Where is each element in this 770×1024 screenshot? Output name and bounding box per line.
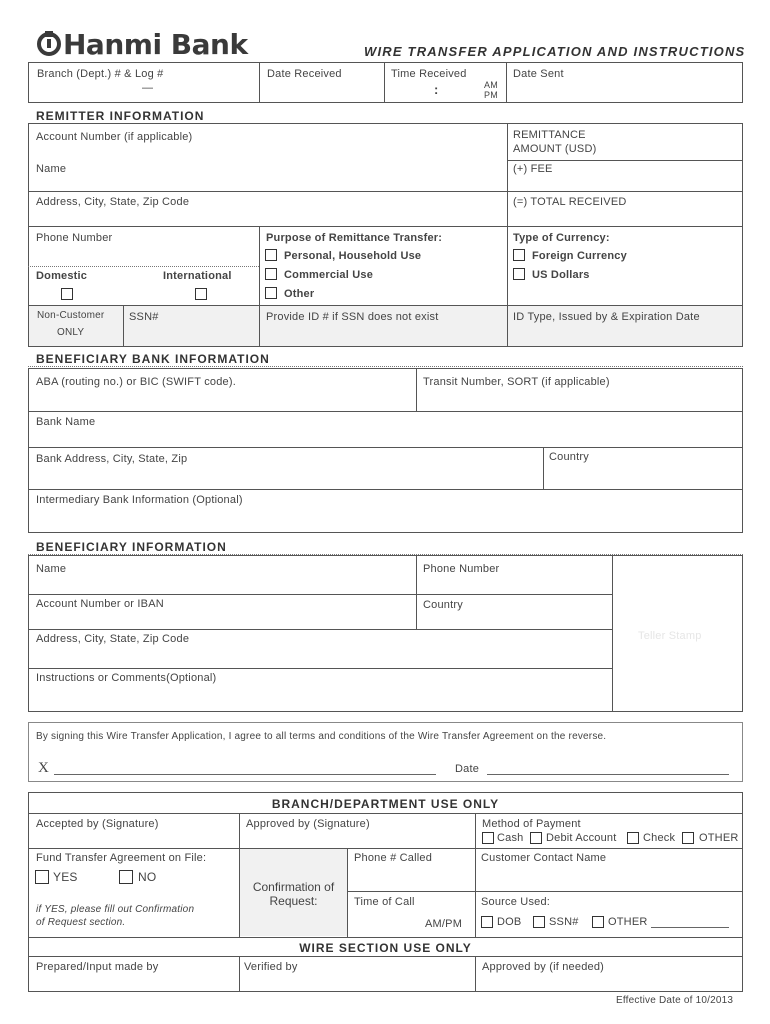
source-dob-checkbox[interactable] (481, 916, 493, 928)
form-title: WIRE TRANSFER APPLICATION AND INSTRUCTIONS (364, 44, 746, 59)
method-other-checkbox[interactable] (682, 832, 694, 844)
source-other-label: OTHER (608, 916, 648, 928)
am-label: AM (484, 80, 498, 90)
branch-use-title: BRANCH/DEPARTMENT USE ONLY (271, 797, 500, 811)
source-used-label: Source Used: (481, 896, 551, 908)
instructions-label: Instructions or Comments(Optional) (36, 672, 217, 684)
accepted-by-label: Accepted by (Signature) (36, 818, 159, 830)
date-sent-label: Date Sent (513, 68, 564, 80)
wire-section-title: WIRE SECTION USE ONLY (299, 941, 472, 955)
method-check-checkbox[interactable] (627, 832, 639, 844)
fee-label: (+) FEE (513, 163, 553, 175)
method-cash-label: Cash (497, 832, 524, 844)
currency-foreign-label: Foreign Currency (532, 250, 627, 262)
purpose-personal-checkbox[interactable] (265, 249, 277, 261)
beneficiary-address-label: Address, City, State, Zip Code (36, 633, 190, 645)
agreement-date-label: Date (455, 763, 480, 775)
beneficiary-bank-box (28, 368, 743, 533)
beneficiary-phone-label: Phone Number (423, 563, 500, 575)
method-check-label: Check (643, 832, 676, 844)
account-number-label: Account Number (if applicable) (36, 131, 193, 143)
approved-by-signature-label: Approved by (Signature) (246, 818, 370, 830)
currency-title: Type of Currency: (513, 232, 610, 244)
confirmation-label-1: Confirmation of (252, 880, 335, 894)
customer-contact-label: Customer Contact Name (481, 852, 607, 864)
currency-foreign-checkbox[interactable] (513, 249, 525, 261)
provide-id-label: Provide ID # if SSN does not exist (266, 311, 439, 323)
method-cash-checkbox[interactable] (482, 832, 494, 844)
fund-transfer-no-checkbox[interactable] (119, 870, 133, 884)
fund-transfer-no-label: NO (138, 870, 157, 884)
currency-usd-checkbox[interactable] (513, 268, 525, 280)
ampm-label: AM/PM (425, 918, 463, 930)
bank-emblem-icon (36, 29, 62, 57)
non-customer-label: Non-Customer (37, 310, 105, 321)
beneficiary-bank-section-title: BENEFICIARY BANK INFORMATION (36, 352, 270, 366)
source-ssn-label: SSN# (549, 916, 579, 928)
ssn-label: SSN# (129, 311, 159, 323)
total-received-label: (=) TOTAL RECEIVED (513, 196, 627, 208)
method-of-payment-label: Method of Payment (482, 818, 581, 830)
purpose-personal-label: Personal, Household Use (284, 250, 422, 262)
hanmi-bank-logo (36, 28, 248, 61)
teller-stamp-watermark: Teller Stamp (638, 630, 702, 642)
remitter-address-label: Address, City, State, Zip Code (36, 196, 190, 208)
only-label: ONLY (57, 327, 85, 338)
beneficiary-section-title: BENEFICIARY INFORMATION (36, 540, 227, 554)
fund-transfer-yes-checkbox[interactable] (35, 870, 49, 884)
agreement-date-line[interactable] (487, 774, 729, 775)
time-of-call-label: Time of Call (354, 896, 415, 908)
branch-log-label: Branch (Dept.) # & Log # (37, 68, 164, 80)
beneficiary-name-label: Name (36, 563, 67, 575)
fund-transfer-label: Fund Transfer Agreement on File: (36, 852, 207, 864)
remitter-section-title: REMITTER INFORMATION (36, 109, 205, 123)
confirmation-label-2: Request: (269, 894, 318, 908)
domestic-checkbox[interactable] (61, 288, 73, 300)
verified-by-label: Verified by (244, 961, 298, 973)
signature-x-mark: X (38, 760, 50, 776)
effective-date: Effective Date of 10/2013 (616, 995, 734, 1006)
transit-label: Transit Number, SORT (if applicable) (423, 376, 610, 388)
remitter-phone-label: Phone Number (36, 232, 113, 244)
remittance-amount-label-2: AMOUNT (USD) (513, 143, 597, 155)
if-yes-note-1: if YES, please fill out Confirmation (36, 904, 195, 915)
purpose-other-checkbox[interactable] (265, 287, 277, 299)
currency-usd-label: US Dollars (532, 269, 590, 281)
logo-text: Hanmi Bank (63, 28, 248, 61)
approved-if-needed-label: Approved by (if needed) (482, 961, 605, 973)
method-debit-label: Debit Account (546, 832, 617, 844)
intermediary-label: Intermediary Bank Information (Optional) (36, 494, 243, 506)
source-other-checkbox[interactable] (592, 916, 604, 928)
prepared-by-label: Prepared/Input made by (36, 961, 159, 973)
branch-log-dash[interactable]: — (142, 82, 154, 94)
purpose-other-label: Other (284, 288, 315, 300)
purpose-commercial-checkbox[interactable] (265, 268, 277, 280)
pm-label: PM (484, 90, 498, 100)
method-debit-checkbox[interactable] (530, 832, 542, 844)
source-ssn-checkbox[interactable] (533, 916, 545, 928)
method-other-label: OTHER (699, 832, 739, 844)
id-type-label: ID Type, Issued by & Expiration Date (513, 311, 700, 323)
date-received-label: Date Received (267, 68, 342, 80)
beneficiary-country-label: Country (423, 599, 463, 611)
international-checkbox[interactable] (195, 288, 207, 300)
source-dob-label: DOB (497, 916, 522, 928)
phone-called-label: Phone # Called (354, 852, 433, 864)
bank-address-label: Bank Address, City, State, Zip (36, 453, 188, 465)
agreement-text: By signing this Wire Transfer Application, I agree to all terms and conditions of the Wire Transfer Agreement on the reverse. (36, 731, 607, 742)
beneficiary-account-label: Account Number or IBAN (36, 598, 164, 610)
time-colon: : (434, 82, 439, 97)
fund-transfer-yes-label: YES (53, 870, 78, 884)
if-yes-note-2: of Request section. (36, 917, 126, 928)
bank-country-label: Country (549, 451, 589, 463)
time-received-label: Time Received (391, 68, 467, 80)
domestic-label: Domestic (36, 270, 88, 282)
purpose-title: Purpose of Remittance Transfer: (266, 232, 443, 244)
international-label: International (163, 270, 232, 282)
aba-label: ABA (routing no.) or BIC (SWIFT code). (36, 376, 236, 388)
remitter-name-label: Name (36, 163, 67, 175)
signature-line[interactable] (54, 774, 436, 775)
source-other-line[interactable] (651, 927, 729, 928)
bank-name-label: Bank Name (36, 416, 96, 428)
remittance-amount-label-1: REMITTANCE (513, 129, 586, 141)
purpose-commercial-label: Commercial Use (284, 269, 374, 281)
